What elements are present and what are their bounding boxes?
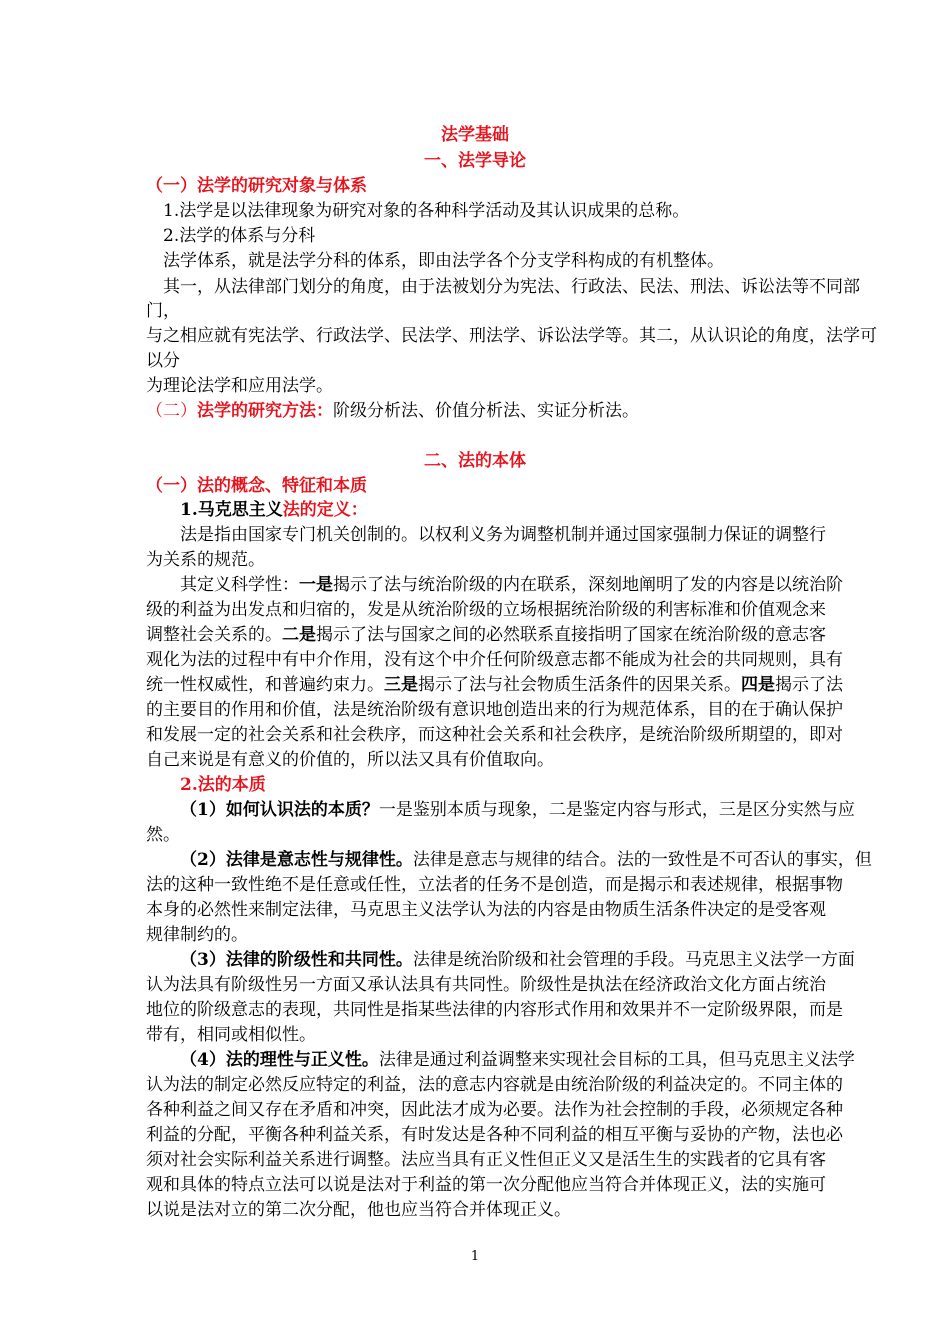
sci-text: 揭示了法与国家之间的必然联系直接指明了国家在统治阶级的意志客 — [316, 625, 826, 645]
q3-line-4: 带有，相同或相似性。 — [146, 1025, 316, 1045]
section2-heading: 二、法的本体 — [424, 451, 526, 471]
sci-text: 自己来说是有意义的价值的，所以法又具有价值取向。 — [146, 750, 554, 770]
para-4c: 与之相应就有宪法学、行政法学、民法学、刑法学、诉讼法学等。其二，从认识论的角度，法学可 — [146, 326, 877, 346]
sci-text: 统一性权威性，和普遍约束力。 — [146, 675, 384, 695]
q3-line-3: 地位的阶级意志的表现，共同性是指某些法律的内容形式作用和效果并不一定阶级界限，而是 — [146, 1000, 843, 1020]
q4-line-3: 各种利益之间又存在矛盾和冲突，因此法才成为必要。法作为社会控制的手段，必须规定各种 — [146, 1100, 843, 1120]
sci-line — [146, 723, 843, 747]
item2-heading: 2.法的本质 — [180, 775, 266, 795]
q4-line-7: 以说是法对立的第二次分配，他也应当符合并体现正义。 — [146, 1200, 571, 1220]
q3-text: 法律是统治阶级和社会管理的手段。马克思主义法学一方面 — [412, 950, 855, 970]
para-4b: 门， — [146, 301, 180, 321]
sub2-label: 法学的研究方法： — [197, 401, 333, 421]
q2-line-4: 规律制约的。 — [146, 925, 248, 945]
item1-red: 法的定义： — [282, 500, 368, 520]
sci-text: 和发展一定的社会关系和社会秩序，而这种社会关系和社会秩序，是统治阶级所期望的，即对 — [146, 725, 843, 745]
item1-black: 1.马克思主义 — [180, 500, 283, 520]
q2-bold: （2）法律是意志性与规律性。 — [180, 850, 413, 870]
q4-text: 法律是通过利益调整来实现社会目标的工具，但马克思主义法学 — [378, 1050, 855, 1070]
q2-line-1 — [180, 848, 872, 872]
sci-ordinal: 四是 — [741, 675, 775, 695]
q2-text: 法律是意志与规律的结合。法的一致性是不可否认的事实，但 — [412, 850, 872, 870]
para-3: 法学体系，就是法学分科的体系，即由法学各个分支学科构成的有机整体。 — [163, 251, 724, 271]
para-4d: 以分 — [146, 351, 180, 371]
sci-line — [146, 598, 826, 622]
sci-line — [146, 748, 554, 772]
q4-line-2: 认为法的制定必然反应特定的利益，法的意志内容就是由统治阶级的利益决定的。不同主体的 — [146, 1075, 843, 1095]
sub2-open: （二） — [146, 401, 197, 421]
q1-text: 一是鉴别本质与现象，二是鉴定内容与形式，三是区分实然与应 — [378, 800, 855, 820]
item1-heading — [180, 498, 368, 522]
sci-line — [146, 623, 826, 647]
page-number: 1 — [470, 1249, 480, 1264]
sci-text: 级的利益为出发点和归宿的，发是从统治阶级的立场根据统治阶级的利害标准和价值观念来 — [146, 600, 826, 620]
q4-line-1 — [180, 1048, 855, 1072]
q4-line-6: 观和具体的特点立法可以说是法对于利益的第一次分配他应当符合并体现正义，法的实施可 — [146, 1175, 826, 1195]
para-4a: 其一，从法律部门划分的角度，由于法被划分为宪法、行政法、民法、刑法、诉讼法等不同部 — [163, 277, 860, 297]
sci-line — [146, 698, 843, 722]
section1-sub1: （一）法学的研究对象与体系 — [146, 176, 367, 196]
sci-text: 的主要目的作用和价值，法是统治阶级有意识地创造出来的行为规范体系，目的在于确认保护 — [146, 700, 843, 720]
sci-text: 揭示了法与社会物质生活条件的因果关系。 — [418, 675, 741, 695]
q4-line-5: 须对社会实际利益关系进行调整。法应当具有正义性但正义又是活生生的实践者的它具有客 — [146, 1150, 826, 1170]
sci-ordinal: 二是 — [282, 625, 316, 645]
sci-ordinal: 三是 — [384, 675, 418, 695]
q1-bold: （1）如何认识法的本质？ — [180, 800, 379, 820]
sci-ordinal: 一是 — [299, 575, 333, 595]
sci-line — [146, 673, 843, 697]
para-1: 1.法学是以法律现象为研究对象的各种科学活动及其认识成果的总称。 — [163, 201, 690, 221]
sci-line — [180, 573, 843, 597]
para-4e: 为理论法学和应用法学。 — [146, 376, 333, 396]
sci-text: 揭示了法与统治阶级的内在联系，深刻地阐明了发的内容是以统治阶 — [333, 575, 843, 595]
sub2-text: 阶级分析法、价值分析法、实证分析法。 — [333, 401, 639, 421]
q1-line — [180, 798, 855, 822]
sci-text: 观化为法的过程中有中介作用，没有这个中介任何阶级意志都不能成为社会的共同规则，具有 — [146, 650, 843, 670]
section2-sub1: （一）法的概念、特征和本质 — [146, 476, 367, 496]
q2-line-3: 本身的必然性来制定法律，马克思主义法学认为法的内容是由物质生活条件决定的是受客观 — [146, 900, 826, 920]
q4-line-4: 利益的分配，平衡各种利益关系，有时发达是各种不同利益的相互平衡与妥协的产物，法也必 — [146, 1125, 843, 1145]
sci-text: 其定义科学性： — [180, 575, 299, 595]
q4-bold: （4）法的理性与正义性。 — [180, 1050, 379, 1070]
sci-text: 调整社会关系的。 — [146, 625, 282, 645]
def-line-2: 为关系的规范。 — [146, 550, 265, 570]
para-2: 2.法学的体系与分科 — [163, 226, 316, 246]
q1-line-2: 然。 — [146, 825, 180, 845]
q2-line-2: 法的这种一致性绝不是任意或任性，立法者的任务不是创造，而是揭示和表述规律，根据事物 — [146, 875, 843, 895]
sci-text: 揭示了法 — [775, 675, 843, 695]
def-line-1: 法是指由国家专门机关创制的。以权利义务为调整机制并通过国家强制力保证的调整行 — [180, 525, 826, 545]
sci-line — [146, 648, 843, 672]
q3-line-1 — [180, 948, 855, 972]
document-title: 法学基础 — [441, 125, 509, 145]
section1-sub2 — [146, 399, 639, 423]
q3-bold: （3）法律的阶级性和共同性。 — [180, 950, 413, 970]
section1-heading: 一、法学导论 — [424, 151, 526, 171]
q3-line-2: 认为法具有阶级性另一方面又承认法具有共同性。阶级性是执法在经济政治文化方面占统治 — [146, 975, 826, 995]
